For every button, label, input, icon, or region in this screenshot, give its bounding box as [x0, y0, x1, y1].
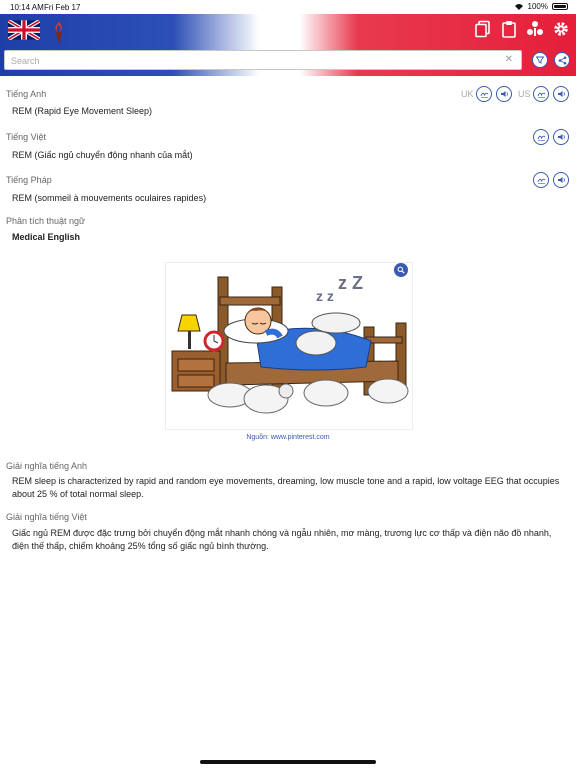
uk-audio-button[interactable] [496, 86, 512, 102]
wifi-icon [514, 3, 524, 11]
svg-text:z Z: z Z [338, 273, 363, 293]
vietnamese-label: Tiếng Việt [6, 132, 47, 142]
share-icon [558, 56, 567, 65]
handwriting-icon [537, 176, 546, 184]
speaker-icon [557, 133, 566, 141]
clipboard-icon[interactable] [500, 20, 518, 38]
uk-flag-icon[interactable] [8, 20, 40, 40]
zoom-button[interactable] [394, 263, 408, 277]
speaker-icon [557, 176, 566, 184]
status-bar [0, 0, 576, 14]
search-box [4, 50, 522, 70]
clear-icon[interactable]: ✕ [504, 54, 513, 65]
status-time: 10:14 AM [10, 3, 44, 12]
share-button[interactable] [554, 52, 570, 68]
vietnamese-term: REM (Giấc ngủ chuyển động nhanh của mắt) [12, 150, 193, 160]
us-audio-button[interactable] [553, 86, 569, 102]
us-accent-label: US [518, 89, 531, 99]
french-term: REM (sommeil à mouvements oculaires rapides) [12, 193, 207, 203]
vietnamese-definition-text: Giấc ngủ REM được đặc trưng bởi chuyển động mắt nhanh chóng và ngẫu nhiên, mơ màng, trương lực cơ thấp và điện não đồ nhanh, điện thế thấp, chiếm khoảng 25% tổng số giấc ngủ bình thường. [12, 528, 552, 551]
vietnamese-definition-label: Giải nghĩa tiếng Việt [6, 512, 87, 522]
uk-pronunciation-button[interactable] [476, 86, 492, 102]
vi-pronunciation-button[interactable] [533, 129, 549, 145]
us-pronunciation-button[interactable] [533, 86, 549, 102]
battery-icon [552, 3, 568, 10]
sleeping-boy-illustration [166, 263, 412, 429]
torch-icon[interactable] [52, 20, 66, 44]
handwriting-icon [537, 90, 546, 98]
english-term: REM (Rapid Eye Movement Sleep) [12, 106, 153, 116]
header-actions [474, 20, 570, 38]
svg-text:z z: z z [316, 288, 334, 304]
image-source-link[interactable]: Nguồn: www.pinterest.com [246, 434, 330, 441]
status-right [514, 2, 568, 11]
handwriting-icon [480, 90, 489, 98]
speaker-icon [557, 90, 566, 98]
fr-audio-button[interactable] [553, 172, 569, 188]
battery-percent: 100% [527, 2, 548, 11]
analysis-label: Phân tích thuật ngữ [6, 216, 86, 226]
uk-accent-label: UK [461, 89, 474, 99]
speaker-icon [500, 90, 509, 98]
analysis-value: Medical English [12, 232, 81, 242]
magnifier-icon [397, 266, 405, 274]
french-label: Tiếng Pháp [6, 175, 52, 185]
home-indicator[interactable] [200, 760, 376, 764]
gear-icon[interactable] [552, 20, 570, 38]
handwriting-icon [537, 133, 546, 141]
game-icon[interactable] [526, 20, 544, 38]
status-date: Fri Feb 17 [44, 3, 81, 12]
vi-audio-button[interactable] [553, 129, 569, 145]
fr-pronunciation-button[interactable] [533, 172, 549, 188]
filter-button[interactable] [532, 52, 548, 68]
search-input[interactable] [5, 52, 497, 70]
copy-icon[interactable] [474, 20, 492, 38]
illustration-image[interactable] [165, 262, 413, 430]
filter-icon [536, 56, 544, 64]
english-definition-text: REM sleep is characterized by rapid and random eye movements, dreaming, low muscle tone and a rapid, low voltage EEG that occupies about 25 % of total normal sleep. [12, 476, 560, 499]
english-label: Tiếng Anh [6, 89, 47, 99]
english-definition-label: Giải nghĩa tiếng Anh [6, 461, 88, 471]
